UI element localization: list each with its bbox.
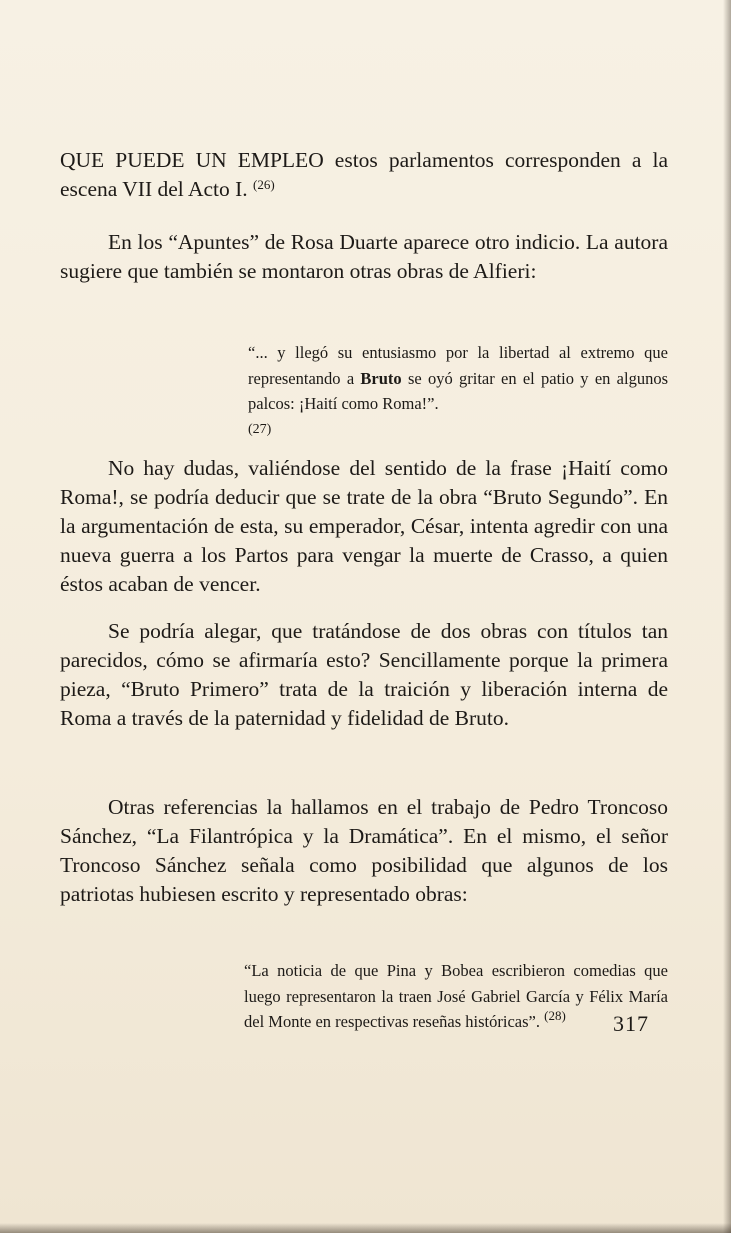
paragraph-4: Se podría alegar, que tratándose de dos obras con títulos tan parecidos, cómo se afirmaría esto? Sencillamente porque la primera pieza, “Bruto Primero” trata de la traición y liberación interna de Roma a través de la paternidad y fidelidad de Bruto.	[60, 619, 668, 730]
quote-1-before: “... y llegó su entusiasmo por la libertad al extremo que representando a	[248, 343, 668, 388]
paragraph-3: No hay dudas, valiéndose del sentido de la frase ¡Haití como Roma!, se podría deducir que se trate de la obra “Bruto Segundo”. En la argumentación de esta, su emperador, César, intenta agredir con una nueva guerra a los Partos para vengar la muerte de Crasso, a quien éstos acaban de vencer.	[60, 456, 668, 596]
paragraph-1	[60, 146, 668, 204]
page-number: 317	[613, 1011, 649, 1036]
paragraph-2: En los “Apuntes” de Rosa Duarte aparece otro indicio. La autora sugiere que también se montaron otras obras de Alfieri:	[60, 230, 668, 283]
paragraph-5: Otras referencias la hallamos en el trabajo de Pedro Troncoso Sánchez, “La Filantrópica y la Dramática”. En el mismo, el señor Troncoso Sánchez señala como posibilidad que algunos de los patriotas hubiesen escrito y representado obras:	[60, 795, 668, 906]
block-quote-1	[248, 340, 668, 442]
quote-1-after: se oyó gritar en el patio y en algunos palcos: ¡Haití como Roma!”.	[248, 368, 668, 413]
page-edge-shadow-bottom	[0, 1223, 731, 1233]
footnote-ref-27: (27)	[248, 421, 272, 437]
quote-2-text: “La noticia de que Pina y Bobea escribieron comedias que luego representaron la traen José Gabriel García y Félix María del Monte en respectivas reseñas históricas”.	[244, 961, 668, 1031]
page-edge-shadow-right	[723, 0, 731, 1233]
paragraph-1-text: QUE PUEDE UN EMPLEO estos parlamentos corresponden a la escena VII del Acto I.	[60, 148, 668, 201]
quote-1-bold: Bruto	[360, 368, 402, 388]
footnote-ref-28: (28)	[544, 1008, 566, 1023]
block-quote-2	[244, 958, 668, 1035]
footnote-ref-26: (26)	[253, 177, 275, 192]
